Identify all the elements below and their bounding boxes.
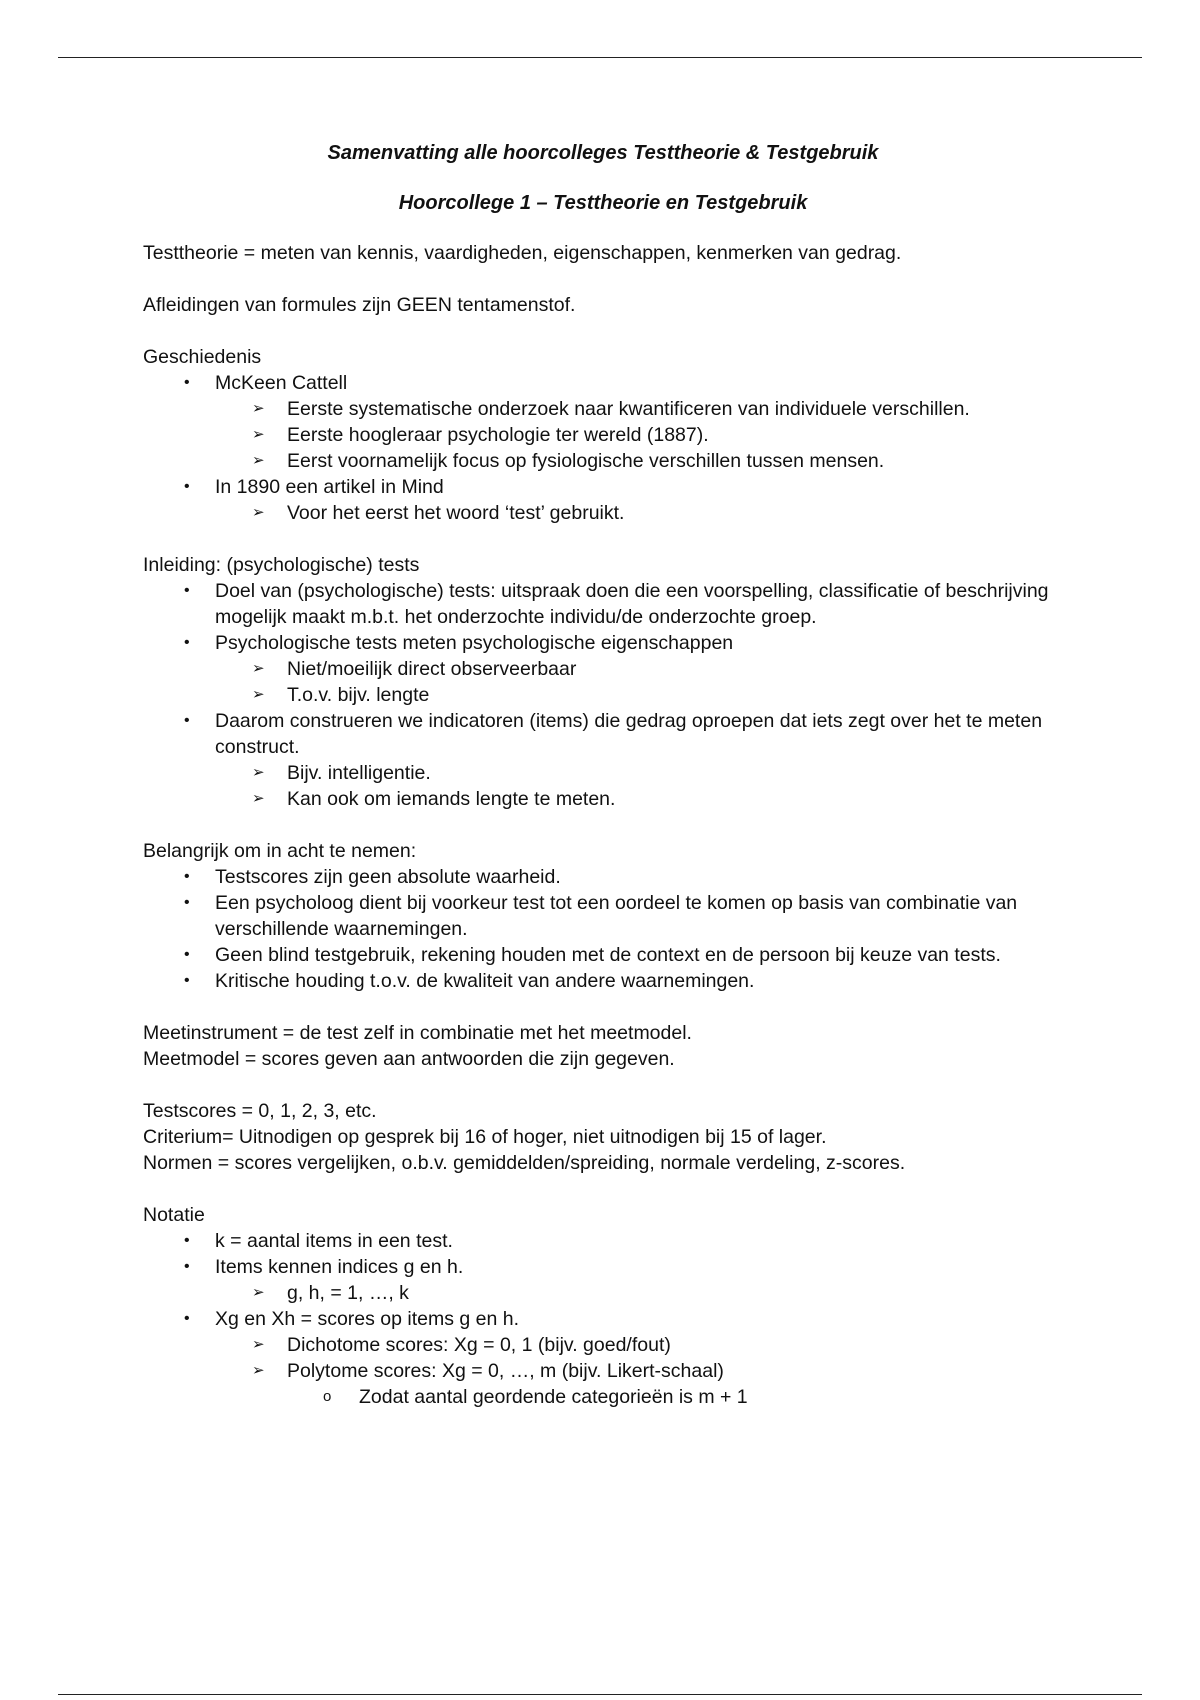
list-item: • Geen blind testgebruik, rekening houden met de context en de persoon bij keuze van tests. xyxy=(184,944,1001,966)
list-item: • Kritische houding t.o.v. de kwaliteit van andere waarnemingen. xyxy=(184,970,755,992)
bullet-icon: • xyxy=(184,946,190,963)
arrow-bullet-icon: ➢ xyxy=(252,1362,265,1379)
arrow-bullet-icon: ➢ xyxy=(252,686,265,703)
header-rule xyxy=(58,57,1142,58)
list-item: • Psychologische tests meten psychologische eigenschappen xyxy=(184,632,734,654)
circle-bullet-icon: o xyxy=(323,1388,332,1405)
list-item: • Items kennen indices g en h. xyxy=(184,1256,464,1278)
section-heading-inleiding: Inleiding: (psychologische) tests xyxy=(143,554,420,576)
footer-rule xyxy=(58,1694,1142,1695)
list-item: ➢ Eerst voornamelijk focus op fysiologische verschillen tussen mensen. xyxy=(252,450,885,472)
section-heading-belangrijk: Belangrijk om in acht te nemen: xyxy=(143,840,417,862)
definition-testscores: Testscores = 0, 1, 2, 3, etc. xyxy=(143,1100,377,1122)
list-item: o Zodat aantal geordende categorieën is m + 1 xyxy=(323,1386,748,1408)
list-item: • Een psycholoog dient bij voorkeur test tot een oordeel te komen op basis van combinatie van verschillende waarnemingen. xyxy=(184,892,1018,940)
section-heading-notatie: Notatie xyxy=(143,1204,205,1226)
list-item: • Testscores zijn geen absolute waarheid. xyxy=(184,866,561,888)
notatie-list xyxy=(143,1228,1063,1410)
bullet-icon: • xyxy=(184,634,190,651)
geschiedenis-list xyxy=(143,370,1063,526)
list-item: ➢ Dichotome scores: Xg = 0, 1 (bijv. goed/fout) xyxy=(252,1334,671,1356)
document-title: Samenvatting alle hoorcolleges Testtheorie & Testgebruik xyxy=(327,142,879,164)
arrow-bullet-icon: ➢ xyxy=(252,790,265,807)
list-item: ➢ T.o.v. bijv. lengte xyxy=(252,684,430,706)
bullet-icon: • xyxy=(184,1310,190,1327)
list-item: ➢ Polytome scores: Xg = 0, …, m (bijv. Likert-schaal) xyxy=(252,1360,724,1382)
belangrijk-list xyxy=(143,864,1063,994)
definition-normen: Normen = scores vergelijken, o.b.v. gemiddelden/spreiding, normale verdeling, z-scores. xyxy=(143,1152,906,1174)
arrow-bullet-icon: ➢ xyxy=(252,400,265,417)
list-item: ➢ Niet/moeilijk direct observeerbaar xyxy=(252,658,577,680)
document-body xyxy=(143,140,1063,1410)
list-item: • Doel van (psychologische) tests: uitspraak doen die een voorspelling, classificatie of beschrijving mogelijk maakt m.b.t. het onderzochte individu/de onderzochte groep. xyxy=(184,580,1049,628)
list-item: ➢ Bijv. intelligentie. xyxy=(252,762,431,784)
bullet-icon: • xyxy=(184,894,190,911)
list-item: ➢ Kan ook om iemands lengte te meten. xyxy=(252,788,616,810)
bullet-icon: • xyxy=(184,868,190,885)
bullet-icon: • xyxy=(184,374,190,391)
list-item: • McKeen Cattell xyxy=(184,372,348,394)
list-item: ➢ Eerste hoogleraar psychologie ter wereld (1887). xyxy=(252,424,709,446)
arrow-bullet-icon: ➢ xyxy=(252,426,265,443)
bullet-icon: • xyxy=(184,1258,190,1275)
arrow-bullet-icon: ➢ xyxy=(252,1284,265,1301)
list-item: • Daarom construeren we indicatoren (items) die gedrag oproepen dat iets zegt over het te meten construct. xyxy=(184,710,1043,758)
definition-meetinstrument: Meetinstrument = de test zelf in combinatie met het meetmodel. xyxy=(143,1022,692,1044)
list-item: • In 1890 een artikel in Mind xyxy=(184,476,444,498)
section-heading-geschiedenis: Geschiedenis xyxy=(143,346,262,368)
lecture-heading: Hoorcollege 1 – Testtheorie en Testgebruik xyxy=(398,192,808,214)
intro-paragraph-2: Afleidingen van formules zijn GEEN tentamenstof. xyxy=(143,294,576,316)
bullet-icon: • xyxy=(184,582,190,599)
bullet-icon: • xyxy=(184,972,190,989)
bullet-icon: • xyxy=(184,478,190,495)
bullet-icon: • xyxy=(184,1232,190,1249)
definition-criterium: Criterium= Uitnodigen op gesprek bij 16 of hoger, niet uitnodigen bij 15 of lager. xyxy=(143,1126,827,1148)
bullet-icon: • xyxy=(184,712,190,729)
arrow-bullet-icon: ➢ xyxy=(252,452,265,469)
list-item: • k = aantal items in een test. xyxy=(184,1230,453,1252)
arrow-bullet-icon: ➢ xyxy=(252,660,265,677)
arrow-bullet-icon: ➢ xyxy=(252,1336,265,1353)
list-item: ➢ Voor het eerst het woord ‘test’ gebruikt. xyxy=(252,502,625,524)
intro-paragraph-1: Testtheorie = meten van kennis, vaardigheden, eigenschappen, kenmerken van gedrag. xyxy=(143,242,902,264)
list-item: ➢ Eerste systematische onderzoek naar kwantificeren van individuele verschillen. xyxy=(252,398,970,420)
inleiding-list xyxy=(143,578,1063,812)
arrow-bullet-icon: ➢ xyxy=(252,764,265,781)
definition-meetmodel: Meetmodel = scores geven aan antwoorden die zijn gegeven. xyxy=(143,1048,675,1070)
list-item: • Xg en Xh = scores op items g en h. xyxy=(184,1308,520,1330)
arrow-bullet-icon: ➢ xyxy=(252,504,265,521)
list-item: ➢ g, h, = 1, …, k xyxy=(252,1282,409,1304)
